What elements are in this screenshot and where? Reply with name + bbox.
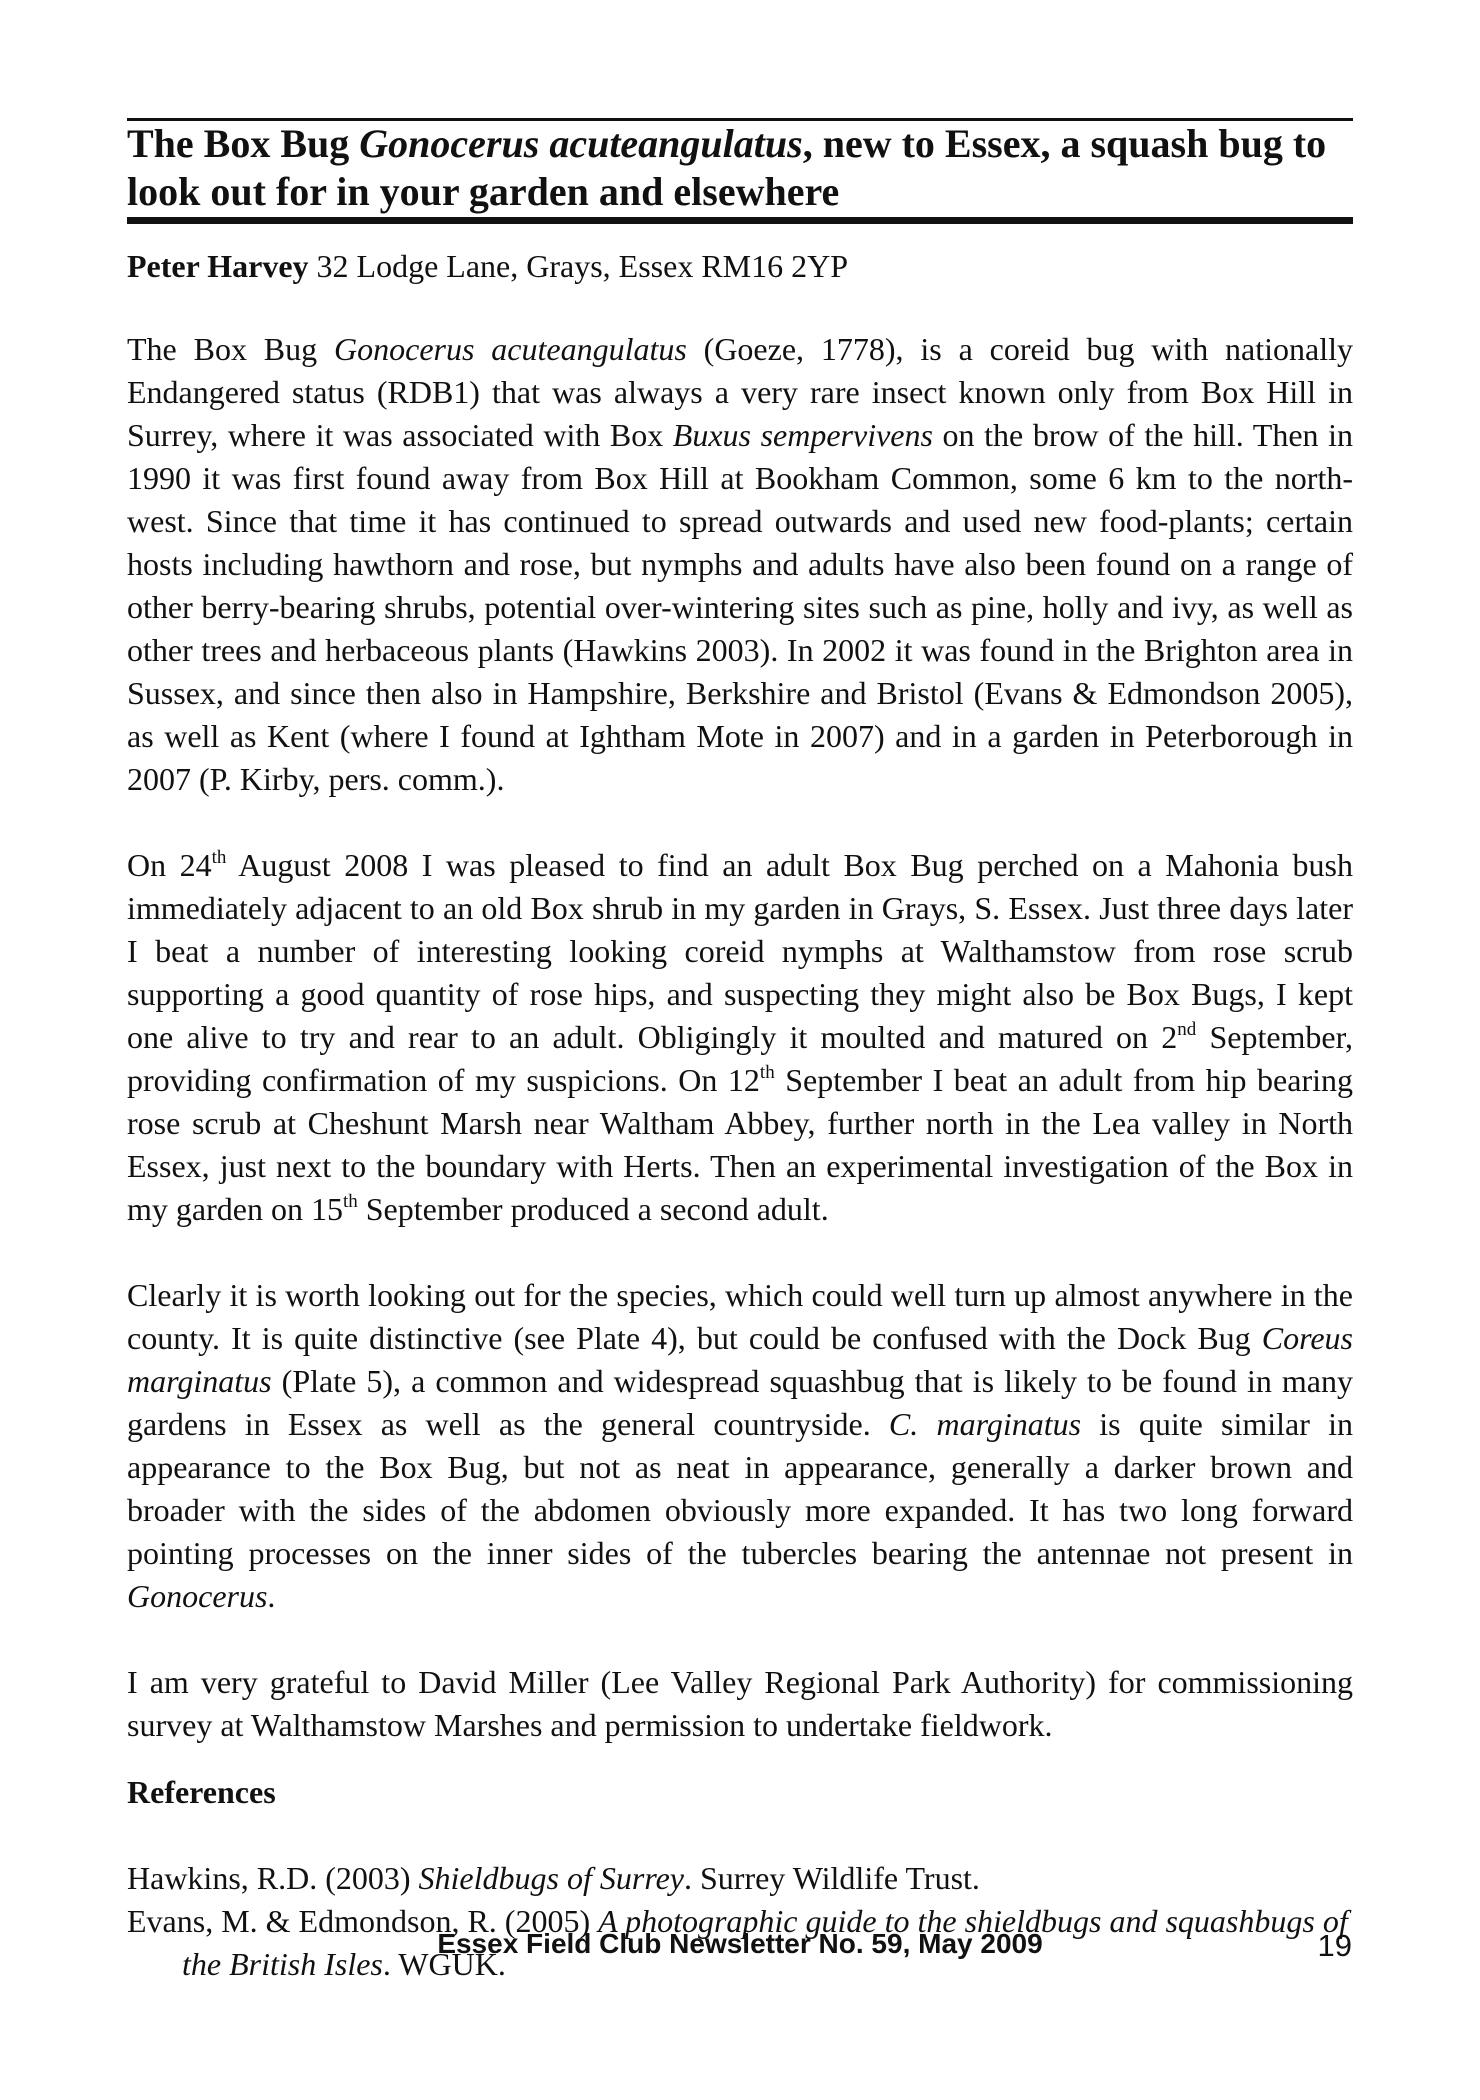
paragraph-1 [127, 328, 1353, 801]
paragraph-2 [127, 844, 1353, 1231]
p3-genus-name: Gonocerus [127, 1578, 268, 1614]
p3-species-name: Coreus marginatus [127, 1320, 1353, 1399]
p3-text-c: (Plate 5), a common and widespread squashbug that is likely to be found in many gardens in Essex as well as the general countryside. [127, 1363, 1353, 1442]
p2-text-d: September I beat an adult from hip bearing rose scrub at Cheshunt Marsh near Waltham Abbey, further north in the Lea valley in North Essex, just next to the boundary with Herts. Then an experimental investigation of the Box in my garden on 15 [127, 1062, 1354, 1227]
ref1-author: Hawkins, R.D. (2003) [127, 1860, 419, 1896]
ref2-title: A photographic guide to the shieldbugs and squashbugs of the British Isles [182, 1903, 1348, 1982]
article-title-species: Gonocerus acuteangulatus [359, 121, 803, 166]
ref2-author: Evans, M. & Edmondson, R. (2005) [127, 1903, 599, 1939]
page-number: 19 [1317, 1928, 1352, 1963]
references-heading: References [127, 1774, 276, 1810]
author-line [127, 246, 1353, 286]
p1-plant-name: Buxus sempervivens [672, 417, 933, 453]
ref1-publisher: . Surrey Wildlife Trust. [683, 1860, 980, 1896]
p2-text-c: September, providing confirmation of my suspicions. On 12 [127, 1019, 1354, 1098]
p2-sup-1: th [211, 847, 227, 868]
p2-sup-4: th [342, 1191, 358, 1212]
footer-newsletter-title: Essex Field Club Newsletter No. 59, May 2009 [437, 1928, 1043, 1959]
reference-1 [127, 1857, 1353, 1900]
p3-text-g: . [267, 1578, 276, 1614]
p3-species-abbrev: C. marginatus [888, 1406, 1082, 1442]
p2-text-b: August 2008 I was pleased to find an adult Box Bug perched on a Mahonia bush immediately adjacent to an old Box shrub in my garden in Grays, S. Essex. Just three days later I beat a number of interesting looking coreid nymphs at Walthamstow from rose scrub supporting a good quantity of rose hips, and suspecting they might also be Box Bugs, I kept one alive to try and rear to an adult. Obligingly it moulted and matured on 2 [127, 847, 1354, 1055]
p2-sup-2: nd [1177, 1019, 1197, 1040]
article-title-text: The Box Bug [127, 121, 360, 166]
author-address: 32 Lodge Lane, Grays, Essex RM16 2YP [308, 248, 849, 284]
article-body [127, 328, 1353, 1986]
ref2-publisher: . WGUK. [382, 1946, 506, 1982]
p1-species-name: Gonocerus acuteangulatus [334, 331, 687, 367]
article-title [127, 120, 1353, 216]
author-name: Peter Harvey [127, 248, 309, 284]
p2-text-a: On 24 [127, 847, 212, 883]
article-title-text-end: , new to Essex, a squash bug to look out for in your garden and elsewhere [127, 121, 1327, 214]
p2-text-e: September produced a second adult. [357, 1191, 829, 1227]
paragraph-4: I am very grateful to David Miller (Lee Valley Regional Park Authority) for commissioning survey at Walthamstow Marshes and permission to undertake fieldwork. [127, 1664, 1353, 1743]
p1-text-e: on the brow of the hill. Then in 1990 it was first found away from Box Hill at Bookham Common, some 6 km to the north-west. Since that time it has continued to spread outwards and used new food-plants; certain hosts including hawthorn and rose, but nymphs and adults have also been found on a range of other berry-bearing shrubs, potential over-wintering sites such as pine, holly and ivy, as well as other trees and herbaceous plants (Hawkins 2003). In 2002 it was found in the Brighton area in Sussex, and since then also in Hampshire, Berkshire and Bristol (Evans & Edmondson 2005), as well as Kent (where I found at Ightham Mote in 2007) and in a garden in Peterborough in 2007 (P. Kirby, pers. comm.). [127, 417, 1354, 797]
p2-sup-3: th [759, 1062, 775, 1083]
paragraph-3 [127, 1274, 1353, 1618]
ref1-title: Shieldbugs of Surrey [418, 1860, 684, 1896]
page-footer [0, 1928, 1480, 1972]
p1-text-a: The Box Bug [127, 331, 334, 367]
p3-text-e: is quite similar in appearance to the Box Bug, but not as neat in appearance, generally a darker brown and broader with the sides of the abdomen obviously more expanded. It has two long forward pointing processes on the inner sides of the tubercles bearing the antennae not present in [127, 1406, 1354, 1571]
p1-text-c: (Goeze, 1778), is a coreid bug with nationally Endangered status (RDB1) that was always a very rare insect known only from Box Hill in Surrey, where it was associated with Box [127, 331, 1354, 453]
title-bottom-rule [127, 217, 1353, 224]
p3-text-a: Clearly it is worth looking out for the species, which could well turn up almost anywhere in the county. It is quite distinctive (see Plate 4), but could be confused with the Dock Bug [127, 1277, 1353, 1356]
